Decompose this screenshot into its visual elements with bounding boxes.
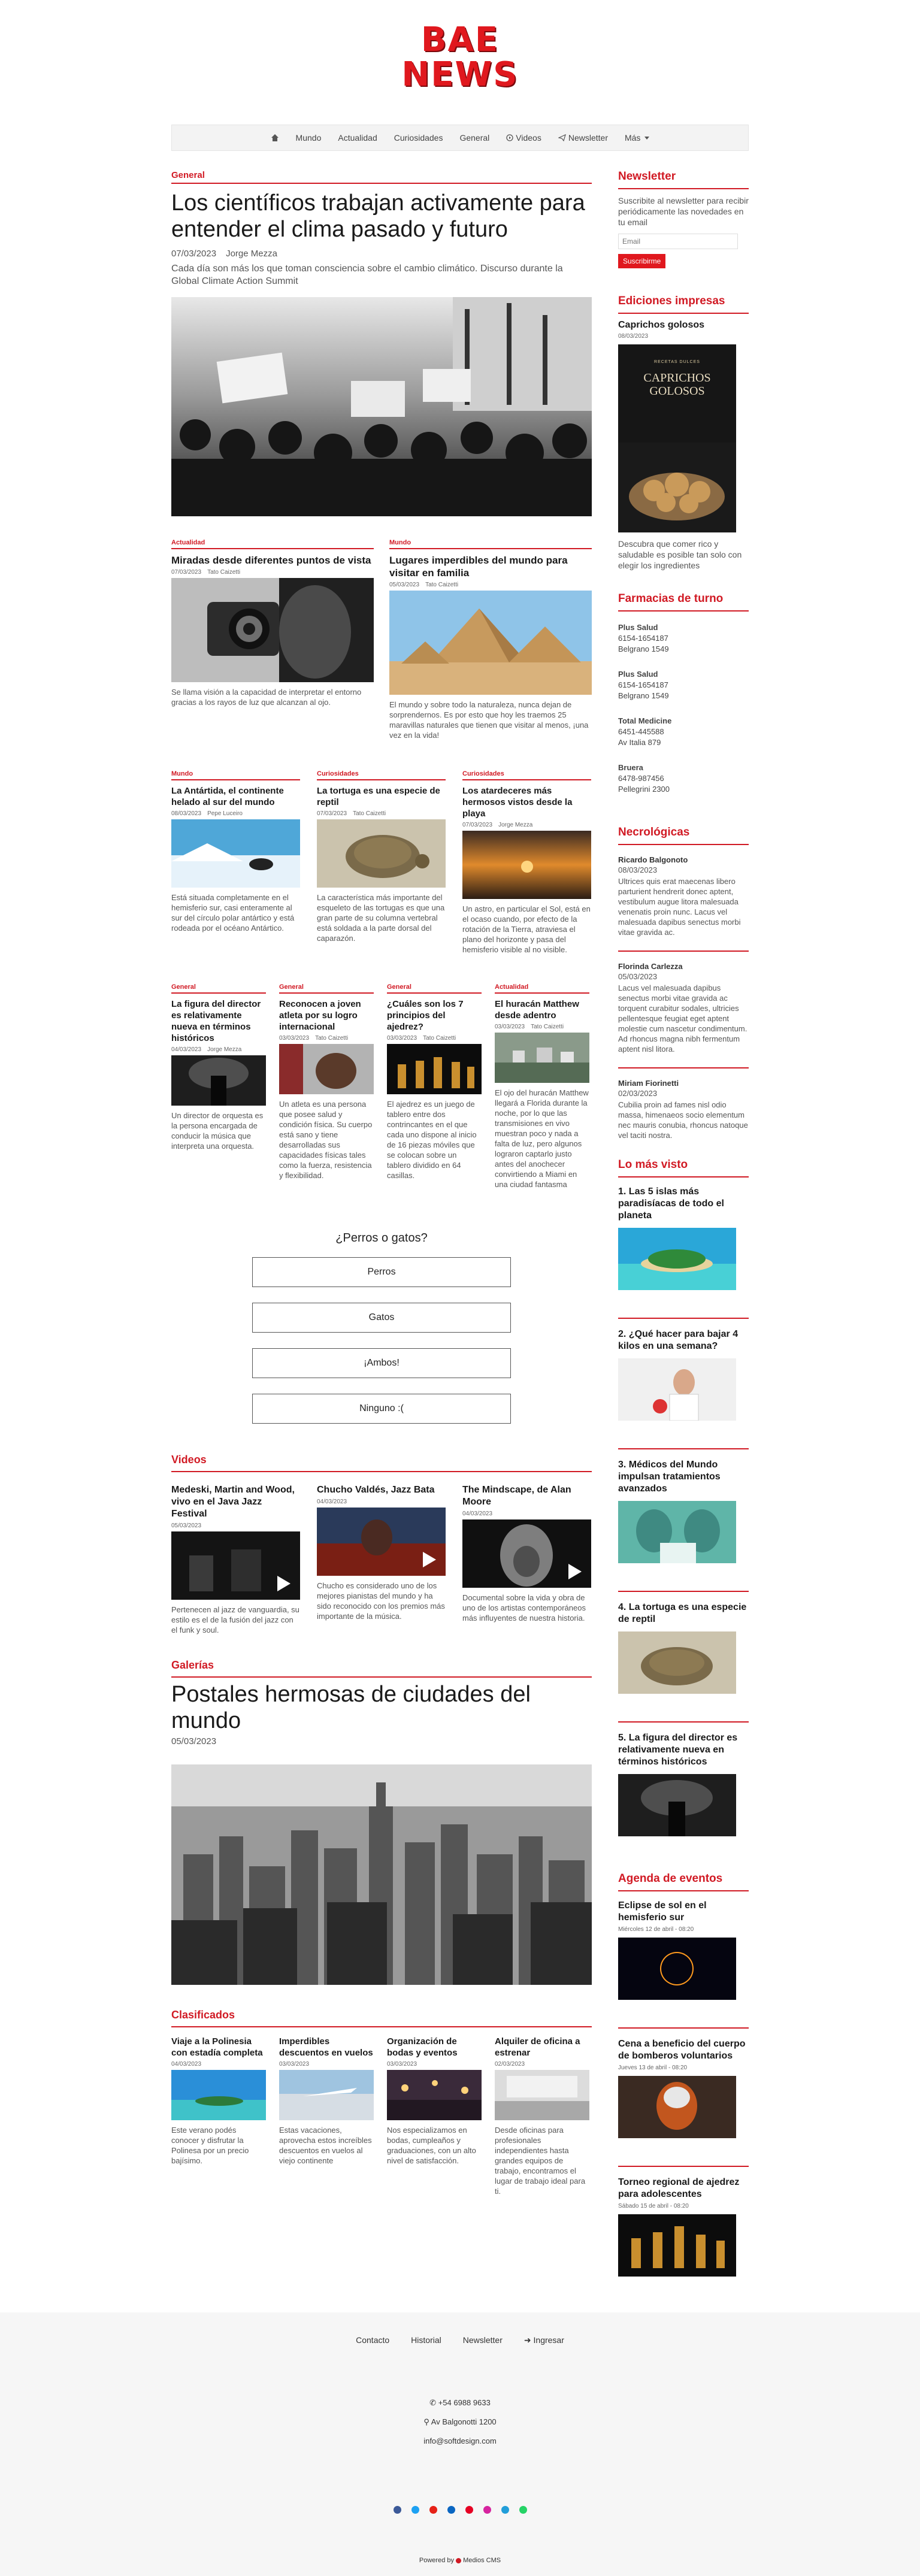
main-column	[171, 170, 592, 2277]
printed-desc: Descubra que comer rico y saludable es posible tan solo con elegir los ingredientes	[618, 539, 742, 570]
classified-desc: Nos especializamos en bodas, cumpleaños y graduaciones, con un alto nivel de satisfacción.	[387, 2126, 476, 2165]
video-desc: Pertenecen al jazz de vanguardia, su estilo es el de la fusión del jazz con el funk y soul.	[171, 1605, 299, 1634]
nav-mas-label: Más	[624, 133, 641, 143]
card-desc: Se llama visión a la capacidad de interpretar el entorno gracias a los rayos de luz que alcanzan al ojo.	[171, 688, 362, 707]
site-logo[interactable]	[171, 0, 749, 96]
event-when: Miércoles 12 de abril - 08:20	[618, 1926, 694, 1933]
event-title[interactable]: Eclipse de sol en el hemisferio sur	[618, 1900, 707, 1923]
most-viewed-item[interactable]	[618, 1721, 749, 1836]
card-desc: El ojo del huracán Matthew llegará a Florida durante la noche, por lo que las transmisiones en vivo muestran poco y nada a falta de luz, pero algunos lograron captarlo justo antes del anochecer convirtiendo a Miami en una ciudad fantasma	[495, 1088, 589, 1189]
newsletter-widget	[618, 170, 749, 268]
pharmacy-address: Belgrano 1549	[618, 691, 669, 700]
card-date: 05/03/2023	[389, 582, 420, 588]
card-date: 07/03/2023	[462, 822, 493, 828]
obituary-entry[interactable]	[618, 855, 749, 937]
most-viewed-image[interactable]	[618, 1631, 736, 1694]
card-image[interactable]	[171, 1055, 266, 1106]
most-viewed-item[interactable]	[618, 1186, 749, 1290]
video-date: 04/03/2023	[462, 1511, 493, 1517]
poll-option-ambos[interactable]: ¡Ambos!	[252, 1348, 511, 1378]
obituary-date: 05/03/2023	[618, 972, 658, 981]
featured-title[interactable]: Los científicos trabajan activamente para entender el clima pasado y futuro	[171, 190, 585, 242]
video-thumb[interactable]	[462, 1519, 591, 1588]
nav-general[interactable]: General	[459, 133, 490, 143]
most-viewed-item-title[interactable]: 3. Médicos del Mundo impulsan tratamientos avanzados	[618, 1460, 721, 1494]
social-links	[0, 2506, 920, 2514]
pharmacy-name: Total Medicine	[618, 716, 672, 725]
video-thumb[interactable]	[171, 1531, 300, 1600]
obituaries-widget	[618, 826, 749, 1140]
videos-section	[171, 1454, 592, 1635]
pharmacy-address: Belgrano 1549	[618, 644, 669, 653]
card-desc: La característica más importante del esqueleto de las tortugas es que una gran parte de su columna vertebral está soldada a la parte dorsal del caparazón.	[317, 893, 445, 943]
card-title[interactable]: Miradas desde diferentes puntos de vista	[171, 555, 371, 566]
featured-image[interactable]	[171, 297, 592, 516]
pharmacy-name: Plus Salud	[618, 623, 658, 632]
obituary-entry[interactable]	[618, 1067, 749, 1140]
footer-phone-value: +54 6988 9633	[438, 2398, 491, 2407]
nav-home[interactable]	[262, 134, 288, 141]
classified-title[interactable]: Alquiler de oficina a estrenar	[495, 2036, 580, 2058]
card-category[interactable]: Actualidad	[171, 539, 374, 549]
obituary-name: Miriam Fiorinetti	[618, 1079, 679, 1088]
play-icon	[568, 1564, 582, 1579]
most-viewed-image[interactable]	[618, 1774, 736, 1836]
sign-in-icon: ➜	[523, 2335, 531, 2345]
card-date: 07/03/2023	[171, 569, 202, 576]
medios-logo-icon	[456, 2558, 461, 2563]
card-author: Pepe Luceiro	[207, 810, 243, 817]
card-category[interactable]: Curiosidades	[462, 770, 591, 780]
obituary-entry[interactable]	[618, 951, 749, 1054]
poll	[171, 1231, 592, 1424]
pharmacy-address: Pellegrini 2300	[618, 785, 670, 794]
card-title[interactable]: La Antártida, el continente helado al sur del mundo	[171, 786, 284, 807]
chevron-down-icon	[644, 137, 649, 140]
card-date: 08/03/2023	[171, 810, 202, 817]
nav-videos[interactable]	[498, 133, 550, 143]
poll-question: ¿Perros o gatos?	[335, 1231, 428, 1245]
classified-image[interactable]	[171, 2070, 266, 2120]
most-viewed-item[interactable]	[618, 1448, 749, 1563]
featured-article[interactable]	[171, 170, 592, 516]
classified-image[interactable]	[495, 2070, 589, 2120]
nav-videos-label: Videos	[516, 133, 541, 143]
event-item[interactable]	[618, 2027, 749, 2138]
obituary-date: 08/03/2023	[618, 865, 658, 874]
pharmacy-name: Bruera	[618, 763, 643, 772]
obituary-name: Florinda Carlezza	[618, 962, 683, 971]
card-category[interactable]: Curiosidades	[317, 770, 446, 780]
home-icon	[271, 134, 279, 141]
most-viewed-item[interactable]	[618, 1591, 749, 1694]
obituary-text: Ultrices quis erat maecenas libero parturient hendrerit donec aptent, vestibulum augue litora malesuada venenatis proin nunc. Lacus vel malesuada dapibus senectus morbi vitae gravida ac.	[618, 877, 741, 937]
card-image[interactable]	[279, 1044, 374, 1094]
card-date: 04/03/2023	[171, 1046, 202, 1053]
pharmacy-phone: 6478-987456	[618, 774, 664, 783]
featured-category[interactable]: General	[171, 170, 592, 184]
footer-link-newsletter[interactable]: Newsletter	[462, 2335, 503, 2345]
play-icon	[423, 1552, 436, 1567]
most-viewed-widget	[618, 1158, 749, 1836]
most-viewed-item-title[interactable]: 2. ¿Qué hacer para bajar 4 kilos en una semana?	[618, 1329, 739, 1351]
nav-newsletter[interactable]	[550, 133, 616, 143]
video-desc: Chucho es considerado uno de los mejores pianistas del mundo y ha sido reconocido con los premios más importante de la música.	[317, 1581, 445, 1621]
pharmacies-widget	[618, 592, 749, 795]
video-title[interactable]: Chucho Valdés, Jazz Bata	[317, 1485, 435, 1495]
obituary-text: Lacus vel malesuada dapibus senectus morbi vitae gravida ac torquent curabitur sodales, ultricies pellentesque feugiat eget aptent molestie cum nascetur condimentum. Ad rhoncus magna nibh fermentum aptent nisl litora.	[618, 983, 748, 1054]
footer-link-contacto[interactable]: Contacto	[356, 2335, 390, 2345]
classifieds-section	[171, 2009, 592, 2196]
newsletter-subscribe-button[interactable]: Suscribirme	[618, 254, 665, 268]
card-image[interactable]	[171, 578, 374, 682]
printed-item-title[interactable]: Caprichos golosos	[618, 320, 705, 330]
phone-icon: ✆	[429, 2398, 437, 2407]
printed-cover[interactable]	[618, 344, 736, 532]
video-date: 04/03/2023	[317, 1499, 347, 1505]
telegram-icon[interactable]	[501, 2506, 509, 2514]
video-title[interactable]: The Mindscape, de Alan Moore	[462, 1485, 571, 1507]
card-author: Tato Caizetti	[425, 582, 459, 588]
footer-phone[interactable]	[0, 2393, 920, 2412]
obituaries-title: Necrológicas	[618, 826, 749, 845]
card-title[interactable]: La tortuga es una especie de reptil	[317, 786, 440, 807]
video-title[interactable]: Medeski, Martin and Wood, vivo en el Java Jazz Festival	[171, 1485, 295, 1519]
nav-mas[interactable]	[616, 133, 658, 143]
newsletter-email-input[interactable]	[618, 234, 738, 249]
gallery-date: 05/03/2023	[171, 1736, 217, 1746]
classified-image[interactable]	[387, 2070, 482, 2120]
most-viewed-image[interactable]	[618, 1358, 736, 1421]
poll-option-perros[interactable]: Perros	[252, 1257, 511, 1287]
cover-title: CAPRICHOS GOLOSOS	[643, 371, 711, 398]
event-title[interactable]: Torneo regional de ajedrez para adolescentes	[618, 2177, 740, 2199]
card-image[interactable]	[171, 819, 300, 888]
card-author: Jorge Mezza	[498, 822, 533, 828]
pharmacy-entry	[618, 622, 749, 655]
pinterest-icon[interactable]	[465, 2506, 473, 2514]
classified-card[interactable]	[279, 2036, 374, 2196]
card-image[interactable]	[462, 831, 591, 899]
featured-lead: Cada día son más los que toman consciencia sobre el cambio climático. Discurso durante la Global Climate Action Summit	[171, 264, 563, 286]
events-widget	[618, 1872, 749, 2277]
whatsapp-icon[interactable]	[519, 2506, 527, 2514]
article-card[interactable]	[171, 983, 266, 1189]
article-card[interactable]	[171, 539, 374, 740]
gallery-section[interactable]	[171, 1659, 592, 1985]
event-item[interactable]	[618, 2166, 749, 2277]
card-desc: Un atleta es una persona que posee salud y condición física. Su cuerpo está sano y tiene desarrolladas sus capacidades físicas tales como la fuerza, resistencia y flexibilidad.	[279, 1100, 373, 1180]
pharmacy-address: Av Italia 879	[618, 738, 661, 747]
most-viewed-image[interactable]	[618, 1501, 736, 1563]
card-title[interactable]: ¿Cuáles son los 7 principios del ajedrez?	[387, 999, 464, 1032]
card-desc: Está situada completamente en el hemisferio sur, casi enteramente al sur del círculo polar antártico y está rodeada por el océano Antártico.	[171, 893, 295, 933]
pharmacy-phone: 6154-1654187	[618, 634, 668, 643]
card-category[interactable]: Mundo	[171, 770, 300, 780]
video-card[interactable]	[317, 1484, 446, 1635]
twitter-icon[interactable]	[411, 2506, 419, 2514]
nav-newsletter-label: Newsletter	[568, 133, 608, 143]
video-thumb[interactable]	[317, 1508, 446, 1576]
classified-desc: Estas vacaciones, aprovecha estos increíbles descuentos en vuelos al viejo continente	[279, 2126, 372, 2165]
video-desc: Documental sobre la vida y obra de uno de los artistas contemporáneos más influyentes de nuestra historia.	[462, 1593, 586, 1623]
nav-mundo[interactable]: Mundo	[295, 133, 322, 143]
article-card[interactable]	[317, 770, 446, 955]
most-viewed-item-title[interactable]: 1. Las 5 islas más paradisíacas de todo el planeta	[618, 1186, 724, 1221]
nav-actualidad[interactable]: Actualidad	[338, 133, 377, 143]
powered-prefix: Powered by	[419, 2557, 454, 2564]
card-desc: El mundo y sobre todo la naturaleza, nunca dejan de sorprendernos. Es por esto que hoy les traemos 25 maravillas naturales que tienen que visitar al menos, ¡una vez en la vida!	[389, 700, 589, 740]
footer-link-historial[interactable]: Historial	[411, 2335, 441, 2345]
classified-image[interactable]	[279, 2070, 374, 2120]
article-card[interactable]	[171, 770, 300, 955]
gallery-title[interactable]: Postales hermosas de ciudades del mundo	[171, 1682, 531, 1733]
card-category[interactable]: General	[387, 983, 482, 994]
classified-title[interactable]: Imperdibles descuentos en vuelos	[279, 2036, 373, 2058]
classified-card[interactable]	[387, 2036, 482, 2196]
videos-title[interactable]: Videos	[171, 1454, 592, 1472]
card-desc: Un director de orquesta es la persona encargada de conducir la música que interpreta una orquesta.	[171, 1111, 264, 1151]
video-date: 05/03/2023	[171, 1522, 202, 1529]
most-viewed-item-title[interactable]: 5. La figura del director es relativamente nueva en términos históricos	[618, 1733, 738, 1767]
card-title[interactable]: Lugares imperdibles del mundo para visitar en familia	[389, 555, 568, 579]
site-footer	[0, 2312, 920, 2576]
card-date: 03/03/2023	[387, 1035, 417, 1042]
card-author: Tato Caizetti	[423, 1035, 456, 1042]
sidebar	[618, 170, 749, 2277]
video-card[interactable]	[462, 1484, 591, 1635]
powered-brand: Medios CMS	[463, 2557, 501, 2564]
article-card[interactable]	[495, 983, 589, 1189]
powered-by[interactable]	[0, 2557, 920, 2564]
youtube-icon[interactable]	[429, 2506, 437, 2514]
card-title[interactable]: La figura del director es relativamente nueva en términos históricos	[171, 999, 261, 1043]
classified-date: 03/03/2023	[387, 2061, 417, 2068]
linkedin-icon[interactable]	[447, 2506, 455, 2514]
card-image[interactable]	[317, 819, 446, 888]
article-card[interactable]	[389, 539, 592, 740]
events-title: Agenda de eventos	[618, 1872, 749, 1891]
article-card[interactable]	[279, 983, 374, 1189]
card-author: Tato Caizetti	[207, 569, 241, 576]
most-viewed-item[interactable]	[618, 1318, 749, 1421]
gallery-section-title[interactable]: Galerías	[171, 1659, 592, 1678]
card-title[interactable]: El huracán Matthew desde adentro	[495, 999, 579, 1021]
footer-address-value: Av Balgonotti 1200	[431, 2417, 497, 2426]
card-author: Jorge Mezza	[207, 1046, 242, 1053]
facebook-icon[interactable]	[394, 2506, 401, 2514]
pharmacy-entry	[618, 669, 749, 701]
pharmacy-phone: 6451-445588	[618, 727, 664, 736]
obituary-text: Cubilia proin ad fames nisl odio massa, himenaeos socio elementum nec mauris conubia, rhoncus natoque vel taciti nostra.	[618, 1100, 748, 1140]
pharmacy-name: Plus Salud	[618, 670, 658, 679]
paper-plane-icon	[558, 134, 566, 141]
card-image[interactable]	[387, 1044, 482, 1094]
obituary-date: 02/03/2023	[618, 1089, 658, 1098]
classified-desc: Desde oficinas para profesionales independientes hasta grandes equipos de trabajo, encontramos el lugar de trabajo ideal para ti.	[495, 2126, 586, 2196]
cover-subtitle: RECETAS DULCES	[654, 360, 700, 364]
gallery-image[interactable]	[171, 1764, 592, 1985]
main-nav	[171, 125, 749, 151]
classified-date: 02/03/2023	[495, 2061, 525, 2068]
event-image[interactable]	[618, 1938, 736, 2000]
card-category[interactable]: Actualidad	[495, 983, 589, 994]
classified-desc: Este verano podés conocer y disfrutar la Polinesa por un precio bajísimo.	[171, 2126, 249, 2165]
printed-editions-widget[interactable]	[618, 295, 749, 571]
card-category[interactable]: Mundo	[389, 539, 592, 549]
printed-item-date: 08/03/2023	[618, 333, 649, 340]
event-image[interactable]	[618, 2076, 736, 2138]
classified-card[interactable]	[171, 2036, 266, 2196]
nav-curiosidades[interactable]: Curiosidades	[394, 133, 443, 143]
map-pin-icon: ⚲	[423, 2417, 429, 2426]
logo-line-1: BAE	[420, 20, 500, 59]
card-category[interactable]: General	[279, 983, 374, 994]
event-item[interactable]	[618, 1900, 749, 2000]
featured-author: Jorge Mezza	[226, 249, 277, 259]
logo-line-2: NEWS	[401, 55, 519, 94]
card-author: Tato Caizetti	[353, 810, 386, 817]
newsletter-title: Newsletter	[618, 170, 749, 189]
most-viewed-image[interactable]	[618, 1228, 736, 1290]
pharmacy-entry	[618, 716, 749, 748]
card-desc: Un astro, en particular el Sol, está en el ocaso cuando, por efecto de la rotación de la Tierra, atraviesa el plano del horizonte y pasa del hemisferio visible al no visible.	[462, 904, 591, 954]
card-author: Tato Caizetti	[531, 1024, 564, 1030]
event-image[interactable]	[618, 2214, 736, 2277]
card-title[interactable]: Los atardeceres más hermosos vistos desde la playa	[462, 786, 573, 819]
card-image[interactable]	[389, 591, 592, 695]
poll-option-gatos[interactable]: Gatos	[252, 1303, 511, 1333]
footer-email[interactable]: info@softdesign.com	[423, 2436, 497, 2445]
most-viewed-item-title[interactable]: 4. La tortuga es una especie de reptil	[618, 1602, 747, 1624]
classified-title[interactable]: Organización de bodas y eventos	[387, 2036, 458, 2058]
pharmacy-entry	[618, 762, 749, 795]
poll-option-ninguno[interactable]: Ninguno :(	[252, 1394, 511, 1424]
card-date: 07/03/2023	[317, 810, 347, 817]
card-author: Tato Caizetti	[315, 1035, 349, 1042]
card-date: 03/03/2023	[495, 1024, 525, 1030]
classifieds-title[interactable]: Clasificados	[171, 2009, 592, 2027]
pharmacy-phone: 6154-1654187	[618, 680, 668, 689]
event-title[interactable]: Cena a beneficio del cuerpo de bomberos voluntarios	[618, 2039, 746, 2061]
classified-title[interactable]: Viaje a la Polinesia con estadía completa	[171, 2036, 263, 2058]
card-title[interactable]: Reconocen a joven atleta por su logro internacional	[279, 999, 361, 1032]
obituary-name: Ricardo Balgonoto	[618, 855, 688, 864]
classified-card[interactable]	[495, 2036, 589, 2196]
instagram-icon[interactable]	[483, 2506, 491, 2514]
card-desc: El ajedrez es un juego de tablero entre dos contrincantes en el que cada uno dispone al inicio de 16 piezas móviles que se colocan sobre un tablero dividido en 64 casillas.	[387, 1100, 477, 1180]
classified-date: 04/03/2023	[171, 2061, 202, 2068]
article-card[interactable]	[462, 770, 591, 955]
pharmacies-title: Farmacias de turno	[618, 592, 749, 612]
footer-link-ingresar[interactable]	[524, 2335, 564, 2345]
play-icon	[277, 1576, 290, 1591]
card-category[interactable]: General	[171, 983, 266, 994]
featured-date: 07/03/2023	[171, 249, 217, 259]
video-card[interactable]	[171, 1484, 300, 1635]
footer-address	[0, 2412, 920, 2432]
event-when: Sábado 15 de abril - 08:20	[618, 2203, 689, 2209]
most-viewed-title: Lo más visto	[618, 1158, 749, 1177]
newsletter-text: Suscribite al newsletter para recibir periódicamente las novedades en tu email	[618, 196, 749, 227]
classified-date: 03/03/2023	[279, 2061, 310, 2068]
event-when: Jueves 13 de abril - 08:20	[618, 2065, 688, 2071]
card-date: 03/03/2023	[279, 1035, 310, 1042]
play-circle-icon	[506, 134, 513, 141]
footer-link-ingresar-label: Ingresar	[533, 2335, 564, 2345]
printed-title: Ediciones impresas	[618, 295, 749, 314]
article-card[interactable]	[387, 983, 482, 1189]
card-image[interactable]	[495, 1033, 589, 1083]
